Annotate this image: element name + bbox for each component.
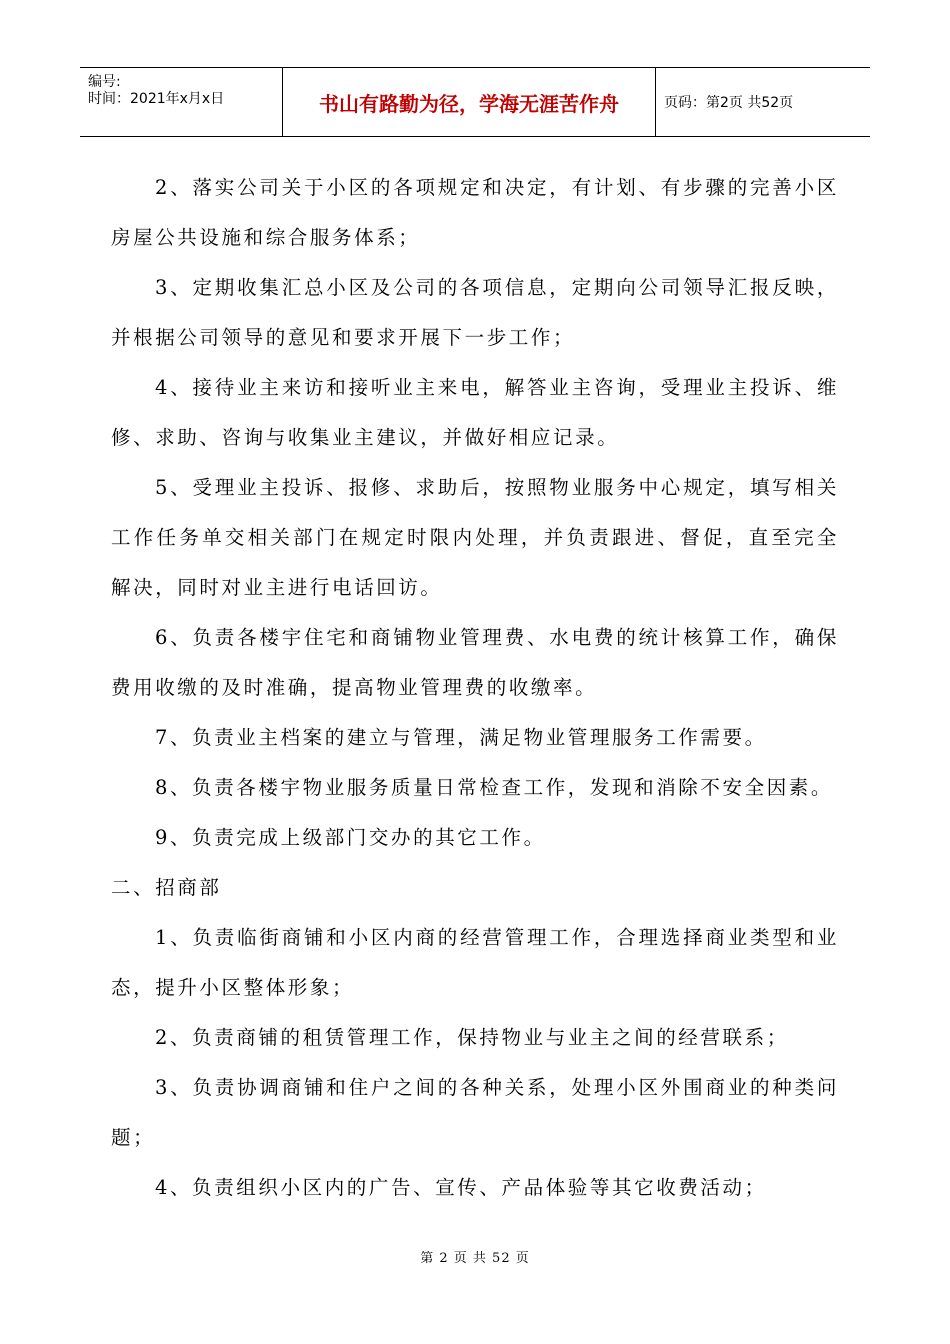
- paragraph: 2、负责商铺的租赁管理工作，保持物业与业主之间的经营联系；: [155, 1026, 789, 1049]
- paragraph: 1、负责临街商铺和小区内商的经营管理工作，合理选择商业类型和业态，提升小区整体形象；: [111, 926, 839, 999]
- header-page-info: 页码：第2页 共52页: [664, 95, 794, 111]
- paragraph: 3、定期收集汇总小区及公司的各项信息，定期向公司领导汇报反映，并根据公司领导的意见和要求开展下一步工作；: [111, 276, 839, 349]
- document-date: 时间：2021年x月x日: [88, 91, 225, 107]
- paragraph: 2、落实公司关于小区的各项规定和决定，有计划、有步骤的完善小区房屋公共设施和综合服务体系；: [111, 176, 839, 249]
- paragraph: 8、负责各楼宇物业服务质量日常检查工作，发现和消除不安全因素。: [155, 776, 834, 799]
- paragraph: 5、受理业主投诉、报修、求助后，按照物业服务中心规定，填写相关工作任务单交相关部门在规定时限内处理，并负责跟进、督促，直至完全解决，同时对业主进行电话回访。: [111, 476, 839, 599]
- paragraph: 4、接待业主来访和接听业主来电，解答业主咨询，受理业主投诉、维修、求助、咨询与收集业主建议，并做好相应记录。: [111, 376, 839, 449]
- paragraph: 9、负责完成上级部门交办的其它工作。: [155, 826, 546, 849]
- header-meta: [80, 68, 283, 136]
- paragraph: 7、负责业主档案的建立与管理，满足物业管理服务工作需要。: [155, 726, 767, 749]
- paragraph: 4、负责组织小区内的广告、宣传、产品体验等其它收费活动；: [155, 1176, 767, 1199]
- document-body: [111, 163, 839, 1213]
- section-heading: 二、招商部: [111, 876, 222, 899]
- page-header: [80, 67, 870, 137]
- page-footer: 第 2 页 共 52 页: [420, 1251, 530, 1266]
- paragraph: 3、负责协调商铺和住户之间的各种关系，处理小区外围商业的种类问题；: [111, 1076, 839, 1149]
- paragraph: 6、负责各楼宇住宅和商铺物业管理费、水电费的统计核算工作，确保费用收缴的及时准确，提高物业管理费的收缴率。: [111, 626, 839, 699]
- document-number-label: 编号:: [88, 74, 121, 90]
- header-motto: 书山有路勤为径，学海无涯苦作舟: [283, 68, 656, 136]
